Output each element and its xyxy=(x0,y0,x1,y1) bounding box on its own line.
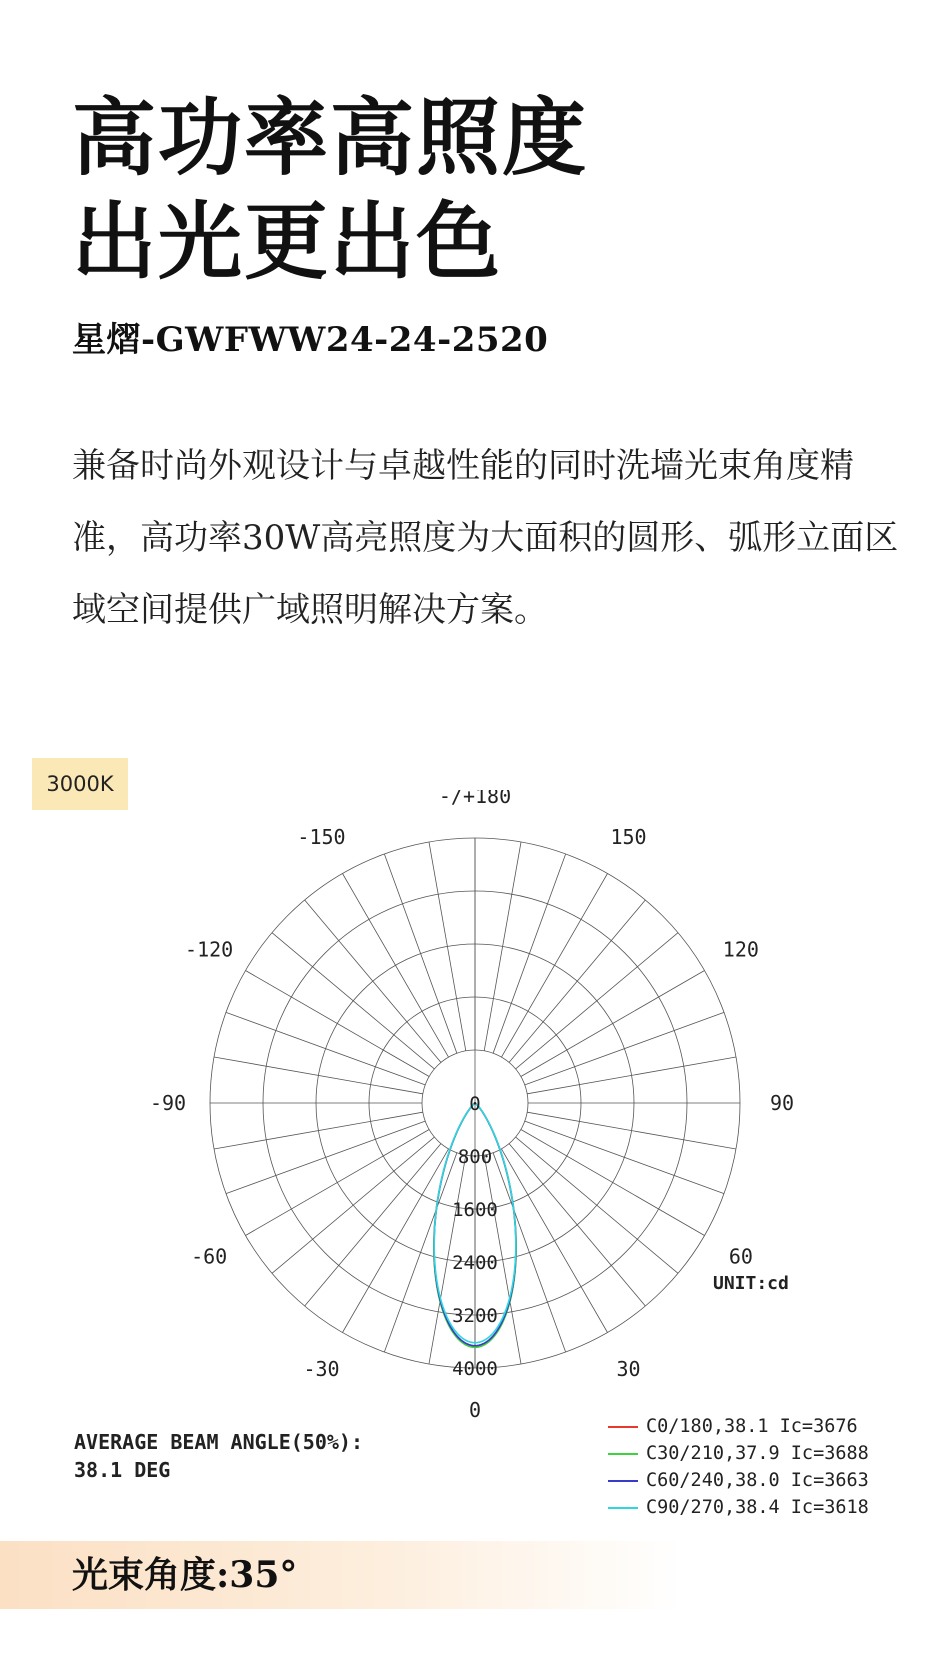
radial-tick-label: 2400 xyxy=(452,1252,498,1274)
model-number: 星熠-GWFWW24-24-2520 xyxy=(72,320,549,360)
grid-spoke xyxy=(246,971,430,1077)
grid-spoke xyxy=(226,1012,425,1085)
grid-spoke xyxy=(305,900,441,1062)
grid-spoke xyxy=(214,1112,423,1149)
legend-label: C60/240,38.0 Ic=3663 xyxy=(646,1470,869,1491)
grid-spoke xyxy=(525,1012,724,1085)
legend-swatch xyxy=(608,1426,638,1428)
legend-item xyxy=(608,1413,869,1440)
grid-spoke xyxy=(502,1149,608,1333)
grid-spoke xyxy=(484,842,521,1051)
grid-spoke xyxy=(384,854,457,1053)
legend-item xyxy=(608,1467,869,1494)
angle-label: 60 xyxy=(728,1244,753,1269)
radial-tick-label: 0 xyxy=(469,1093,481,1115)
beam-angle-label: 光束角度:35° xyxy=(72,1554,298,1596)
grid-spoke xyxy=(521,1130,705,1236)
grid-spoke xyxy=(509,1144,645,1306)
legend-swatch xyxy=(608,1453,638,1455)
unit-label: UNIT:cd xyxy=(713,1273,789,1294)
grid-spoke xyxy=(509,900,645,1062)
radial-tick-label: 1600 xyxy=(452,1199,498,1221)
legend-label: C0/180,38.1 Ic=3676 xyxy=(646,1416,858,1437)
legend-label: C30/210,37.9 Ic=3688 xyxy=(646,1443,869,1464)
legend-item xyxy=(608,1440,869,1467)
angle-label: -60 xyxy=(191,1244,228,1269)
angle-label: 0 xyxy=(468,1398,482,1422)
angle-label: 30 xyxy=(616,1356,641,1381)
grid-spoke xyxy=(527,1112,736,1149)
grid-spoke xyxy=(429,842,466,1051)
grid-spoke xyxy=(516,933,678,1069)
legend-item xyxy=(608,1494,869,1521)
grid-spoke xyxy=(384,1153,457,1352)
average-beam-angle-note xyxy=(74,1428,363,1484)
angle-label: 150 xyxy=(610,825,647,850)
angle-label: 120 xyxy=(722,937,759,962)
legend-swatch xyxy=(608,1507,638,1509)
cct-badge: 3000K xyxy=(32,758,128,810)
grid-spoke xyxy=(272,1137,434,1273)
angle-label: 90 xyxy=(769,1091,795,1115)
chart-labels xyxy=(150,790,794,1422)
headline-line-1: 高功率高照度 xyxy=(72,88,589,187)
angle-label: -/+180 xyxy=(438,790,512,808)
angle-label: -30 xyxy=(303,1356,340,1381)
grid-spoke xyxy=(493,1153,566,1352)
angle-label: -120 xyxy=(185,937,234,962)
radial-tick-label: 4000 xyxy=(452,1358,498,1380)
chart-legend xyxy=(608,1413,869,1521)
grid-spoke xyxy=(502,874,608,1058)
polar-distribution-chart xyxy=(0,790,950,1430)
grid-spoke xyxy=(516,1137,678,1273)
grid-spoke xyxy=(226,1121,425,1194)
angle-label: -90 xyxy=(149,1091,187,1115)
grid-spoke xyxy=(305,1144,441,1306)
grid-spoke xyxy=(272,933,434,1069)
legend-label: C90/270,38.4 Ic=3618 xyxy=(646,1497,869,1518)
grid-spoke xyxy=(525,1121,724,1194)
beam-note-line-1: AVERAGE BEAM ANGLE(50%): xyxy=(74,1430,363,1454)
product-description: 兼备时尚外观设计与卓越性能的同时洗墙光束角度精准，高功率30W高亮照度为大面积的圆形、弧形立面区域空间提供广域照明解决方案。 xyxy=(72,446,899,630)
headline xyxy=(72,86,588,294)
grid-spoke xyxy=(343,1149,449,1333)
grid-spoke xyxy=(493,854,566,1053)
angle-label: -150 xyxy=(297,825,346,850)
beam-note-line-2: 38.1 DEG xyxy=(74,1458,171,1482)
grid-spoke xyxy=(214,1057,423,1094)
radial-tick-label: 3200 xyxy=(452,1305,498,1327)
grid-spoke xyxy=(521,971,705,1077)
legend-swatch xyxy=(608,1480,638,1482)
radial-tick-label: 800 xyxy=(457,1146,493,1168)
grid-spoke xyxy=(246,1130,430,1236)
beam-angle-bar xyxy=(0,1541,950,1609)
grid-spoke xyxy=(343,874,449,1058)
headline-line-2: 出光更出色 xyxy=(72,192,503,291)
grid-spoke xyxy=(527,1057,736,1094)
